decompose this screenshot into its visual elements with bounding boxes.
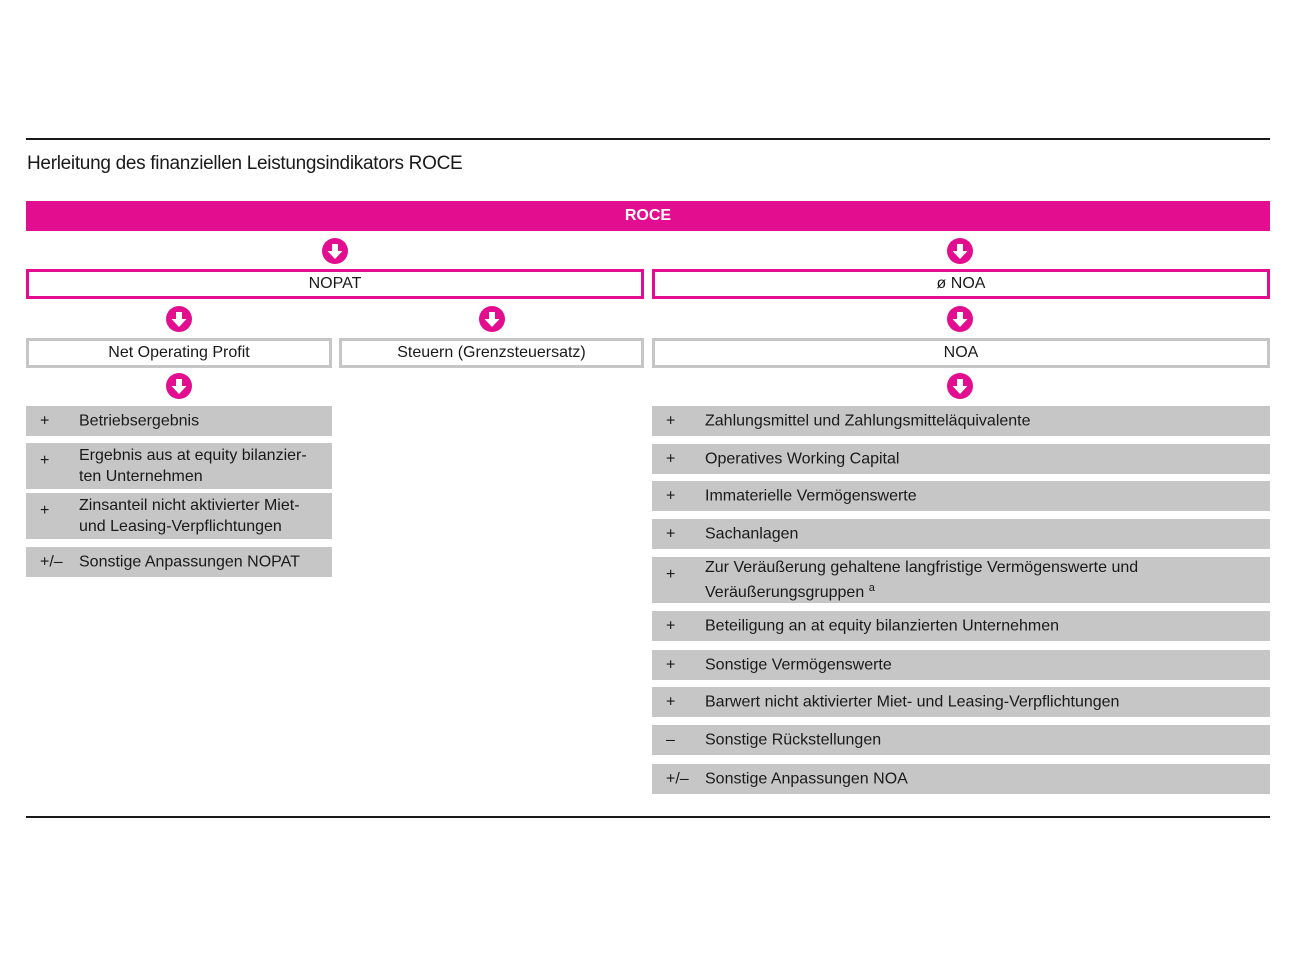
item-sign: + xyxy=(40,412,50,430)
item-text: Zinsanteil nicht aktivierter Miet- und Leasing-Verpflichtungen xyxy=(79,497,300,535)
noa-box: NOA xyxy=(652,338,1270,368)
nopat-item xyxy=(26,547,332,577)
item-text-body: Zur Veräußerung gehaltene langfristige Vermögenswerte und Veräußerungsgruppen xyxy=(705,558,1139,602)
down-arrow-icon xyxy=(947,306,973,332)
item-text: Ergebnis aus at equity bilanzier-ten Unternehmen xyxy=(79,447,307,485)
nopat-box: NOPAT xyxy=(26,269,644,299)
roce-header: ROCE xyxy=(26,201,1270,231)
bottom-rule xyxy=(26,816,1270,818)
footnote-marker: a xyxy=(868,581,875,594)
item-text: Operatives Working Capital xyxy=(705,450,900,468)
nopat-item xyxy=(26,493,332,539)
item-sign: +/– xyxy=(666,770,689,788)
item-text: Sachanlagen xyxy=(705,525,799,543)
noa-item xyxy=(652,611,1270,641)
item-sign: + xyxy=(666,617,676,635)
noa-item xyxy=(652,725,1270,755)
noa-item xyxy=(652,687,1270,717)
item-sign: + xyxy=(666,450,676,468)
item-text: Beteiligung an at equity bilanzierten Unternehmen xyxy=(705,617,1060,635)
down-arrow-icon xyxy=(166,306,192,332)
item-text: Zahlungsmittel und Zahlungsmitteläquivalente xyxy=(705,412,1031,430)
noa-item xyxy=(652,481,1270,511)
down-arrow-icon xyxy=(947,373,973,399)
item-text: Sonstige Anpassungen NOPAT xyxy=(79,553,300,571)
item-sign: + xyxy=(666,412,676,430)
item-text xyxy=(705,557,1140,603)
noa-average-box: ø NOA xyxy=(652,269,1270,299)
item-text: Sonstige Rückstellungen xyxy=(705,731,882,749)
item-sign: + xyxy=(666,525,676,543)
item-text: Sonstige Vermögenswerte xyxy=(705,656,892,674)
noa-item xyxy=(652,764,1270,794)
top-rule xyxy=(26,138,1270,140)
nopat-item xyxy=(26,406,332,436)
down-arrow-icon xyxy=(322,238,348,264)
item-text: Betriebsergebnis xyxy=(79,412,200,430)
item-text: Immaterielle Vermögenswerte xyxy=(705,487,917,505)
item-sign: – xyxy=(666,731,675,749)
item-sign: + xyxy=(40,452,50,469)
item-text: Barwert nicht aktivierter Miet- und Leasing-Verpflichtungen xyxy=(705,693,1120,711)
diagram-title: Herleitung des finanziellen Leistungsindikators ROCE xyxy=(27,153,463,174)
nopat-item xyxy=(26,443,332,489)
item-sign: + xyxy=(666,656,676,674)
noa-item xyxy=(652,650,1270,680)
noa-item xyxy=(652,444,1270,474)
noa-item xyxy=(652,406,1270,436)
down-arrow-icon xyxy=(479,306,505,332)
item-sign: + xyxy=(666,693,676,711)
steuern-box: Steuern (Grenzsteuersatz) xyxy=(339,338,644,368)
item-text: Sonstige Anpassungen NOA xyxy=(705,770,908,788)
item-sign: + xyxy=(666,566,676,583)
down-arrow-icon xyxy=(947,238,973,264)
item-sign: +/– xyxy=(40,553,63,571)
net-operating-profit-box: Net Operating Profit xyxy=(26,338,332,368)
noa-item xyxy=(652,557,1270,603)
item-sign: + xyxy=(40,502,50,519)
item-sign: + xyxy=(666,487,676,505)
down-arrow-icon xyxy=(166,373,192,399)
noa-item xyxy=(652,519,1270,549)
